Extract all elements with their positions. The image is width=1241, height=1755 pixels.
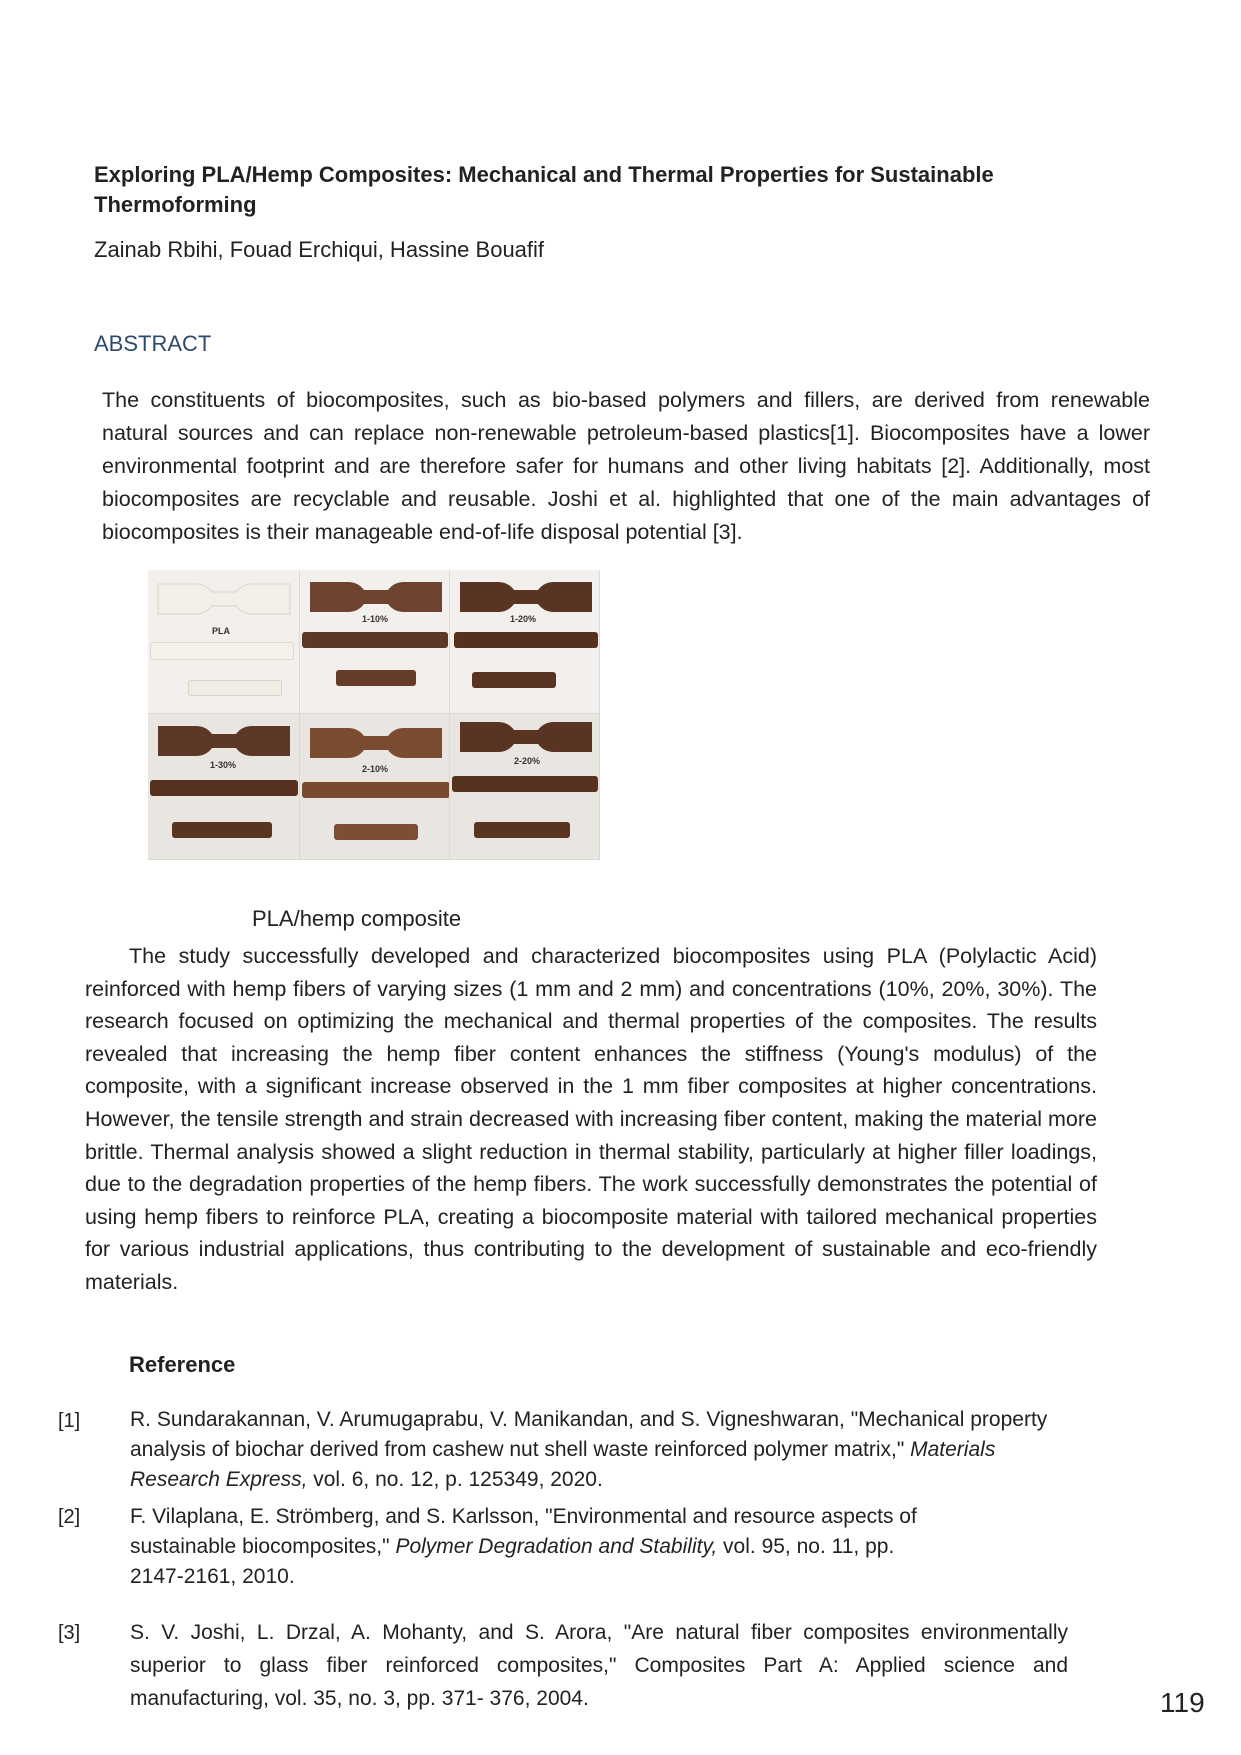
- specimen-panel-1-30: [148, 714, 300, 860]
- reference-heading: Reference: [129, 1352, 236, 1377]
- body-text: [85, 940, 1097, 1299]
- reference-item: [130, 1405, 1068, 1495]
- reference-number: [1]: [58, 1410, 81, 1432]
- specimen-panel-pla: [148, 570, 300, 714]
- abstract-body: [102, 384, 1150, 549]
- specimen-label: PLA: [212, 626, 230, 636]
- specimen-panel-2-10: [300, 714, 450, 860]
- body-paragraph: The study successfully developed and characterized biocomposites using PLA (Polylactic Acid) reinforced with hemp fibers of varying sizes (1 mm and 2 mm) and concentrations (10%, 20%, 30%). The research focused on optimizing the mechanical and thermal properties of the composites. The results revealed that increasing the hemp fiber content enhances the stiffness (Young's modulus) of the composite, with a significant increase observed in the 1 mm fiber composites at higher concentrations. However, the tensile strength and strain decreased with increasing fiber content, making the material more brittle. Thermal analysis showed a slight reduction in thermal stability, particularly at higher filler loadings, due to the degradation properties of the hemp fibers. The work successfully demonstrates the potential of using hemp fibers to reinforce PLA, creating a biocomposite material with tailored mechanical properties for various industrial applications, thus contributing to the development of sustainable and eco-friendly materials.: [85, 944, 1097, 1294]
- reference-item: [130, 1616, 1068, 1715]
- reference-number: [3]: [58, 1622, 81, 1644]
- bar-specimen: [150, 642, 294, 660]
- reference-item: [130, 1502, 930, 1592]
- bar-specimen: [302, 632, 448, 648]
- specimen-photo-grid: [148, 570, 600, 860]
- reference-journal: Materials Research Express,: [130, 1438, 996, 1491]
- short-specimen: [336, 670, 416, 686]
- dogbone-specimen: [458, 580, 594, 618]
- author-list: Zainab Rbihi, Fouad Erchiqui, Hassine Bouafif: [94, 237, 545, 262]
- reference-text: R. Sundarakannan, V. Arumugaprabu, V. Manikandan, and S. Vigneshwaran, "Mechanical property analysis of biochar derived from cashew nut shell waste reinforced polymer matrix,": [130, 1408, 1048, 1461]
- dogbone-specimen: [308, 726, 444, 764]
- abstract-paragraph: The constituents of biocomposites, such as bio-based polymers and fillers, are derived from renewable natural sources and can replace non-renewable petroleum-based plastics[1]. Biocomposites have a lower environmental footprint and are therefore safer for humans and other living habitats [2]. Additionally, most biocomposites are recyclable and reusable. Joshi et al. highlighted that one of the main advantages of biocomposites is their manageable end-of-life disposal potential [3].: [102, 388, 1150, 544]
- specimen-panel-1-10: [300, 570, 450, 714]
- short-specimen: [472, 672, 556, 688]
- reference-text: F. Vilaplana, E. Strömberg, and S. Karlsson, "Environmental and resource aspects of sustainable biocomposites,": [130, 1505, 917, 1558]
- specimen-label: 2-10%: [362, 764, 389, 774]
- reference-number: [2]: [58, 1506, 81, 1528]
- bar-specimen: [150, 780, 298, 796]
- reference-details: vol. 6, no. 12, p. 125349, 2020.: [307, 1468, 603, 1491]
- specimen-panel-2-20: [450, 714, 600, 860]
- short-specimen: [334, 824, 418, 840]
- specimen-label: 2-20%: [514, 756, 541, 766]
- paper-title: Exploring PLA/Hemp Composites: Mechanical and Thermal Properties for Sustainable Thermoforming: [94, 162, 994, 217]
- reference-journal: Polymer Degradation and Stability,: [395, 1535, 718, 1558]
- abstract-heading: ABSTRACT: [94, 331, 212, 356]
- specimen-label: 1-20%: [510, 614, 537, 624]
- bar-specimen: [302, 782, 450, 798]
- short-specimen: [474, 822, 570, 838]
- dogbone-specimen: [458, 720, 594, 758]
- dogbone-specimen: [156, 724, 292, 762]
- dogbone-specimen: [156, 580, 292, 618]
- specimen-label: 1-10%: [362, 614, 389, 624]
- page-number: 119: [1160, 1687, 1205, 1718]
- specimen-panel-1-20: [450, 570, 600, 714]
- short-specimen: [172, 822, 272, 838]
- reference-details: vol. 95, no. 11, pp. 2147-2161, 2010.: [130, 1535, 895, 1588]
- specimen-label: 1-30%: [210, 760, 237, 770]
- bar-specimen: [452, 776, 598, 792]
- dogbone-specimen: [308, 580, 444, 618]
- reference-text: S. V. Joshi, L. Drzal, A. Mohanty, and S. Arora, "Are natural fiber composites environmentally superior to glass fiber reinforced composites," Composites Part A: Applied science and manufacturing, vol. 35, no. 3, pp. 371- 376, 2004.: [130, 1621, 1068, 1710]
- figure-caption: PLA/hemp composite: [252, 906, 462, 931]
- short-specimen: [188, 680, 282, 696]
- bar-specimen: [454, 632, 598, 648]
